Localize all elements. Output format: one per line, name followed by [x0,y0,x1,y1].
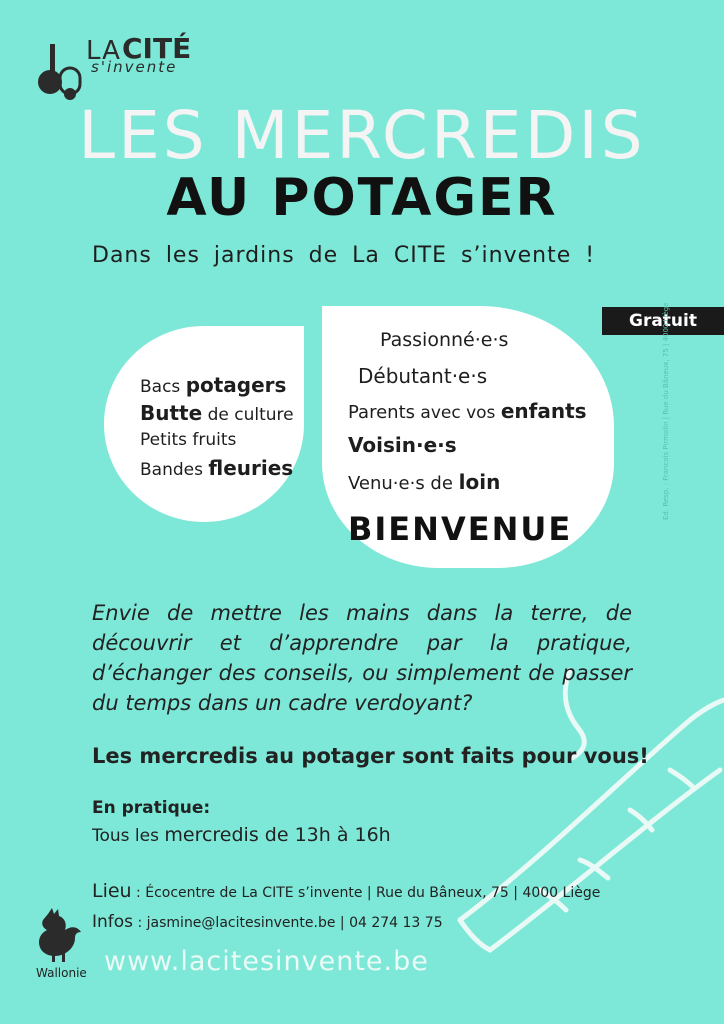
infos-line: Infos : jasmine@lacitesinvente.be | 04 274 13 75 [92,912,443,932]
logo-sinvente: s'invente [91,58,178,76]
tagline: Les mercredis au potager sont faits pour vous! [92,744,649,768]
pratique-heading: En pratique: [92,798,211,818]
bubble-left-line-1: Bacs potagers [140,373,287,397]
description-paragraph: Envie de mettre les mains dans la terre, de découvrir et d’apprendre par la pratique, d’échanger des conseils, ou simplement de passer du temps dans un cadre verdoyant? [92,601,632,715]
pratique-text: Tous les mercredis de 13h à 16h [92,824,391,846]
lieu-line: Lieu : Écocentre de La CITE s’invente | Rue du Bâneux, 75 | 4000 Liège [92,880,601,902]
bubble-left-line-4: Bandes fleuries [140,456,294,480]
bubble-right-line-1: Passionné·e·s [380,329,509,351]
bubble-left-line-3: Petits fruits [140,430,237,450]
title-line-2: AU POTAGER [166,168,558,228]
logo-la: LA [86,36,121,66]
title-line-1: LES MERCREDIS [78,97,646,174]
bubble-left-line-2: Butte de culture [140,401,294,425]
logo-cite: CITÉ [122,32,192,65]
logo [36,32,206,104]
wallonie-label: Wallonie [36,966,87,980]
logo-mark-icon [36,38,88,104]
website-link[interactable]: www.lacitesinvente.be [104,946,429,977]
bubble-right-line-2: Débutant·e·s [358,364,488,388]
bubble-right-line-5: Venu·e·s de loin [348,470,501,494]
wallonie-rooster-icon [34,908,86,964]
subtitle: Dans les jardins de La CITE s’invente ! [92,243,596,268]
gratuit-badge: Gratuit [602,307,724,335]
bubble-right-line-4: Voisin·e·s [348,433,457,457]
bubble-right-line-3: Parents avec vos enfants [348,399,587,423]
publisher-note: Ed. Resp. : Francois Pirmolin | Rue du Bâneux, 75 | 4000 Liège [662,302,670,520]
bienvenue-heading: BIENVENUE [348,510,573,548]
